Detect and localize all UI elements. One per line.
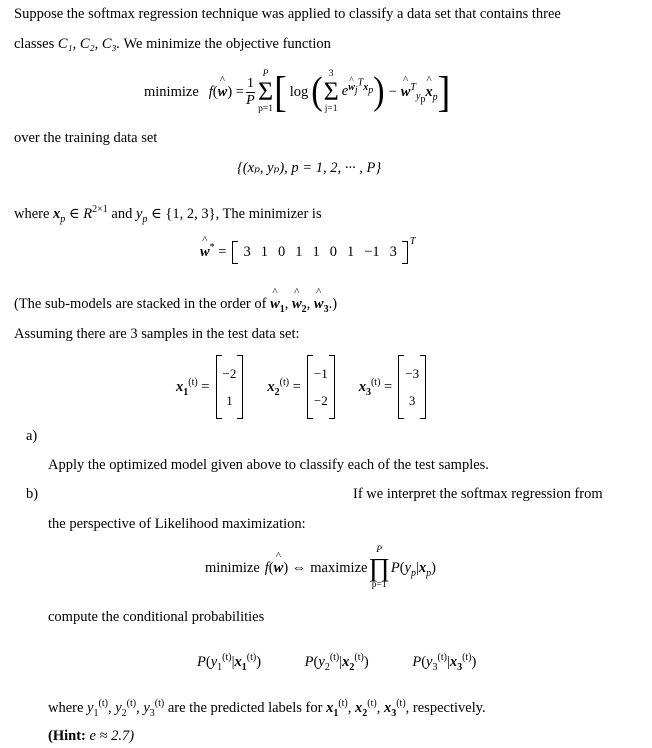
outer-sum: P Σ p=1: [257, 69, 274, 114]
minimize-label: minimize: [144, 83, 199, 100]
intro-line-1: Suppose the softmax regression technique was applied to classify a data set that contains three: [14, 6, 561, 22]
likelihood-equation: minimize f(w ^) ⇔ maximize P ∏ p=1 $P(y_p|x_p)$: [205, 545, 436, 591]
where-line: where $x_p$ ∈ $R^{2\times 1}$ and $y_p$ ∈ {1, 2, 3}, The minimizer is: [14, 204, 322, 225]
compute-text: compute the conditional probabilities: [48, 609, 265, 625]
test-sample-1: −2 1: [216, 358, 244, 416]
intro-line-2: classes C₁, C₂, C₃. We minimize the objective function: [14, 36, 331, 52]
training-text: over the training data set: [14, 130, 158, 146]
minimizer-entry: 1: [295, 244, 303, 260]
prob-1: $P(y_1^{(t)}|x_1^{(t)})$: [197, 652, 262, 673]
minimizer-entry: −1: [364, 244, 380, 260]
minimizer-entry: 3: [389, 244, 397, 260]
minimizer-entry: 1: [346, 244, 355, 260]
minimizer-vector: [232, 244, 407, 261]
minimizer-entry: 1: [260, 244, 268, 260]
predicted-labels-text: where $y_1^{(t)}$, $y_2^{(t)}$, $y_3^{(t)}$ are the predicted labels for $x_1^{(t)}$, $x_2^{(t)}$, $x_3^{(t)}$, respectively.: [48, 698, 486, 719]
minimizer-entry: 1: [312, 244, 320, 260]
minimizer-entry: 3: [243, 244, 251, 260]
hint: (Hint: e ≈ 2.7): [48, 728, 135, 744]
stacking-note: (The sub-models are stacked in the order of w $\^{}_1$, w $\^{}_2$, w $\^{}_3$.): [14, 296, 337, 313]
part-a-text: Apply the optimized model given above to classify each of the test samples.: [48, 457, 489, 473]
one-over-p: $\frac{1}{P}$: [246, 75, 255, 108]
prob-3: $P(y_3^{(t)}|x_3^{(t)})$: [412, 652, 477, 673]
part-b-label: b): [26, 486, 39, 502]
minimizer-entry: 0: [329, 244, 337, 260]
classes-math: C₁, C₂, C₃.: [57, 36, 121, 52]
test-intro: Assuming there are 3 samples in the test data set:: [14, 326, 300, 342]
test-sample-3: −3 3: [398, 358, 426, 416]
part-a-label: a): [26, 428, 38, 444]
inner-sum: 3 Σ j=1: [323, 69, 339, 114]
product-operator: P ∏ p=1: [368, 545, 390, 590]
minimizer-entry: 0: [277, 244, 286, 260]
part-b-text-right: If we interpret the softmax regression from: [353, 486, 603, 502]
test-sample-2: −1 −2: [307, 358, 335, 416]
training-set-math: {(xₚ, yₚ), p = 1, 2, ··· , P}: [237, 160, 382, 176]
test-samples: $x_1^{(t)}$ = −2 1 $x_2^{(t)}$ = −1 −2 $x_3^{(t)}$ = −3 3: [176, 358, 426, 416]
part-b-text-next: the perspective of Likelihood maximization:: [48, 516, 306, 532]
log-label: log: [289, 83, 309, 100]
minimizer-equation: w ^* = 3 1 0 1 1 0 1 −1 3 T: [200, 244, 415, 261]
conditional-probabilities: [197, 654, 476, 671]
objective-equation: minimize f(w ^) = $\frac{1}{P}$ P Σ p=1 [ log ( 3 Σ j=1 $e^{w_j^Tx_p}$ ) − w ^$^T_{y_p}$x $\^{}_p$ ]: [144, 68, 450, 116]
prob-2: $P(y_2^{(t)}|x_2^{(t)})$: [304, 652, 369, 673]
